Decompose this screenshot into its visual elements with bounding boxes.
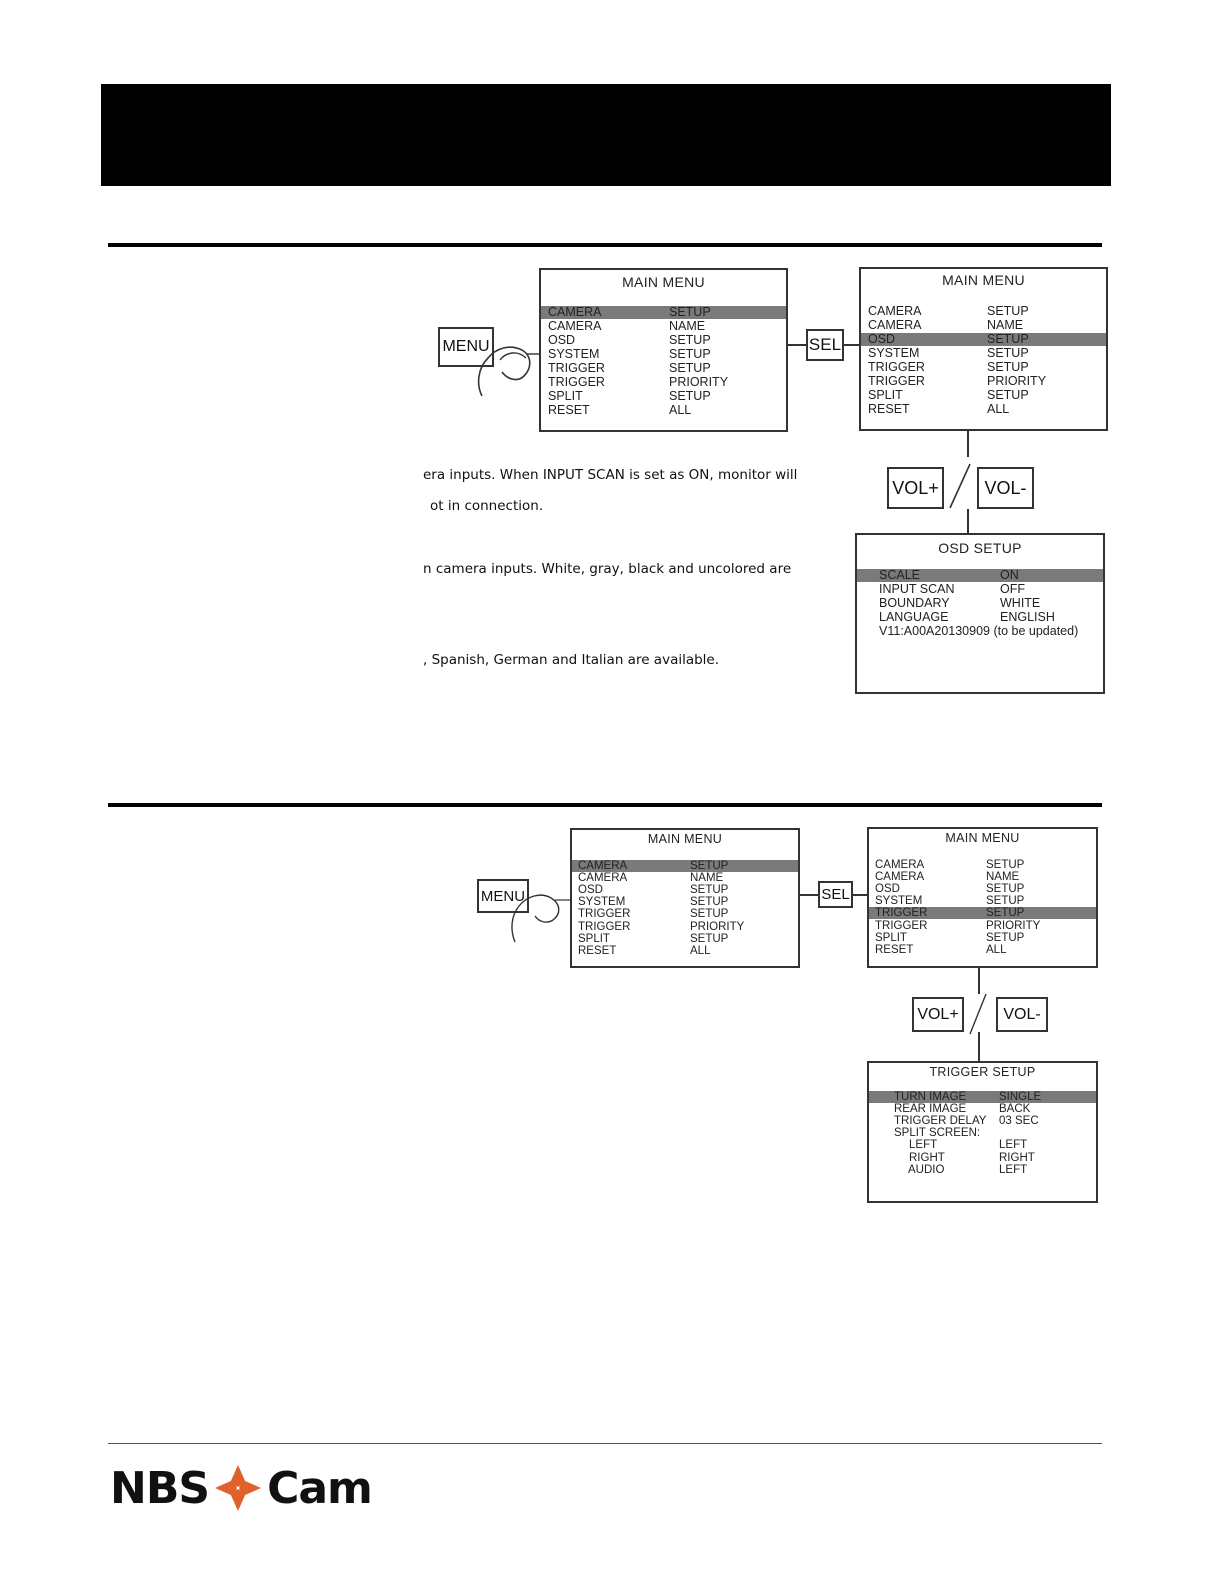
menu-row-label: SPLIT [868, 388, 903, 402]
main-menu-panel-left [539, 268, 788, 432]
menu-row-label: RESET [578, 944, 617, 957]
menu-row[interactable] [869, 1115, 1096, 1127]
menu-row-value: NAME [690, 872, 724, 885]
vol-plus-button[interactable]: VOL+ [912, 997, 964, 1032]
menu-row-value: SETUP [987, 304, 1029, 318]
menu-row-value: NAME [987, 318, 1024, 332]
connector [853, 894, 868, 896]
menu-row[interactable] [541, 362, 786, 375]
menu-row-value: 03 SEC [999, 1115, 1039, 1128]
menu-row-value: ALL [987, 402, 1010, 416]
menu-row-label: SCALE [879, 568, 920, 582]
menu-row[interactable] [572, 933, 798, 945]
menu-row[interactable] [541, 404, 786, 417]
menu-row-value: SETUP [987, 346, 1029, 360]
menu-row-value: SETUP [986, 859, 1025, 871]
menu-title: MAIN MENU [945, 831, 1020, 845]
menu-row[interactable] [857, 583, 1103, 596]
menu-row-value: SETUP [986, 895, 1025, 908]
version-text: V11:A00A20130909 (to be updated) [879, 624, 1079, 638]
menu-row-label: CAMERA [868, 304, 922, 318]
menu-row-label: CAMERA [578, 860, 628, 872]
menu-row-label: SYSTEM [875, 895, 923, 908]
main-menu-panel-right [867, 827, 1098, 968]
menu-row-value: WHITE [1000, 596, 1041, 610]
menu-title: MAIN MENU [942, 272, 1025, 288]
menu-row[interactable] [572, 908, 798, 920]
menu-row-label: RESET [875, 943, 914, 956]
menu-row-value: PRIORITY [690, 920, 745, 933]
menu-row-label: LEFT [909, 1139, 938, 1152]
menu-row[interactable] [869, 1091, 1096, 1103]
connector [967, 431, 969, 457]
menu-row-label: RIGHT [909, 1151, 945, 1164]
menu-row-value: SETUP [669, 361, 711, 375]
logo-text-left: NBS [110, 1462, 210, 1514]
menu-row-value: LEFT [999, 1139, 1028, 1152]
menu-row-value: SETUP [690, 860, 729, 872]
menu-row[interactable] [861, 403, 1106, 416]
menu-row-value: PRIORITY [669, 375, 729, 389]
menu-row[interactable] [869, 944, 1096, 956]
connector [978, 968, 980, 994]
menu-row[interactable] [861, 347, 1106, 360]
slash-separator [946, 462, 974, 510]
menu-row[interactable] [541, 306, 786, 319]
menu-row-label: SPLIT [875, 931, 907, 944]
menu-row[interactable] [541, 334, 786, 347]
vol-minus-button[interactable]: VOL- [996, 997, 1048, 1032]
menu-row[interactable] [572, 945, 798, 957]
logo-diamond-icon [213, 1463, 263, 1513]
menu-row-value: SETUP [669, 389, 711, 403]
menu-row[interactable] [869, 859, 1096, 871]
menu-button[interactable]: MENU [477, 879, 529, 913]
menu-row-value: LEFT [999, 1163, 1028, 1176]
menu-row-value: SINGLE [999, 1091, 1042, 1103]
menu-row[interactable] [572, 884, 798, 896]
menu-row-label: LANGUAGE [879, 610, 949, 624]
menu-row[interactable] [572, 860, 798, 872]
menu-row-value: SETUP [690, 884, 729, 897]
footer-rule [108, 1443, 1102, 1444]
finger-press-icon [505, 886, 575, 944]
menu-row-label: SPLIT [578, 932, 610, 945]
menu-row-label: SPLIT SCREEN: [894, 1127, 981, 1140]
menu-row-value: ON [1000, 568, 1019, 582]
header-bar [101, 84, 1111, 186]
menu-row-value: SETUP [987, 332, 1029, 346]
menu-row-label: OSD [578, 884, 603, 897]
trigger-setup-panel [867, 1061, 1098, 1203]
menu-row-label: AUDIO [908, 1163, 945, 1176]
connector [788, 344, 807, 346]
menu-row[interactable] [869, 1127, 1096, 1139]
section-2-rule [108, 803, 1102, 807]
menu-row[interactable] [861, 389, 1106, 402]
text-line: era inputs. When INPUT SCAN is set as ON, monitor will [423, 467, 798, 483]
menu-row-label: SYSTEM [578, 896, 626, 909]
menu-title: MAIN MENU [622, 274, 705, 290]
menu-row[interactable] [857, 597, 1103, 610]
menu-row-label: CAMERA [875, 871, 925, 884]
menu-row-label: SPLIT [548, 389, 583, 403]
menu-row-label: TRIGGER [868, 374, 925, 388]
menu-row[interactable] [869, 1139, 1096, 1151]
menu-row-value: PRIORITY [986, 919, 1041, 932]
menu-row-label: RESET [868, 402, 910, 416]
menu-row-label: OSD [875, 883, 900, 896]
menu-row-label: SYSTEM [868, 346, 920, 360]
menu-row-label: OSD [868, 332, 896, 346]
menu-row-label: CAMERA [868, 318, 922, 332]
menu-row-value: SETUP [690, 896, 729, 909]
sel-button[interactable]: SEL [806, 329, 844, 361]
menu-row[interactable] [869, 1103, 1096, 1115]
osd-setup-panel [855, 533, 1105, 694]
menu-row-label: TRIGGER DELAY [894, 1115, 987, 1128]
menu-row[interactable] [541, 320, 786, 333]
menu-row[interactable] [861, 361, 1106, 374]
vol-minus-button[interactable]: VOL- [977, 467, 1034, 509]
menu-row-label: INPUT SCAN [879, 582, 955, 596]
menu-row[interactable] [861, 375, 1106, 388]
menu-row[interactable] [541, 348, 786, 361]
finger-press-icon [470, 338, 540, 398]
menu-row-value: BACK [999, 1103, 1031, 1116]
logo-text-right: Cam [267, 1462, 372, 1514]
menu-row[interactable] [861, 319, 1106, 332]
menu-row[interactable] [861, 333, 1106, 346]
menu-row[interactable] [869, 932, 1096, 944]
connector [978, 1032, 980, 1061]
menu-row-label: CAMERA [548, 305, 602, 319]
menu-row[interactable] [869, 907, 1096, 919]
menu-row-label: CAMERA [548, 319, 602, 333]
sel-button[interactable]: SEL [818, 881, 853, 908]
menu-row[interactable] [541, 390, 786, 403]
menu-row-label: CAMERA [875, 859, 925, 871]
menu-row[interactable] [861, 305, 1106, 318]
menu-row[interactable] [857, 611, 1103, 624]
vol-plus-button[interactable]: VOL+ [887, 467, 944, 509]
menu-row[interactable] [869, 871, 1096, 883]
text-line: , Spanish, German and Italian are available. [423, 652, 720, 668]
menu-row-value: SETUP [986, 883, 1025, 896]
menu-row-value: NAME [986, 871, 1020, 884]
menu-row-label: RESET [548, 403, 590, 417]
menu-row-value: ALL [690, 944, 711, 957]
menu-row[interactable] [869, 1164, 1096, 1176]
menu-row-label: TRIGGER [868, 360, 925, 374]
menu-title: OSD SETUP [938, 540, 1022, 556]
menu-row-value: SETUP [987, 360, 1029, 374]
menu-row-label: OSD [548, 333, 576, 347]
menu-row-label: TRIGGER [875, 919, 928, 932]
text-line: n camera inputs. White, gray, black and uncolored are [423, 561, 792, 577]
connector [967, 509, 969, 533]
menu-row-label: TRIGGER [548, 361, 605, 375]
connector [800, 894, 819, 896]
menu-row-value: PRIORITY [987, 374, 1047, 388]
menu-row-label: TRIGGER [548, 375, 605, 389]
menu-row[interactable] [869, 895, 1096, 907]
menu-row-value: SETUP [690, 932, 729, 945]
menu-row-value: SETUP [669, 305, 711, 319]
menu-row-value: SETUP [669, 347, 711, 361]
menu-row-label: CAMERA [578, 872, 628, 885]
version-row [857, 625, 1103, 638]
menu-row[interactable] [572, 896, 798, 908]
menu-title: TRIGGER SETUP [929, 1065, 1036, 1079]
menu-row-value: ALL [986, 943, 1007, 956]
menu-row[interactable] [869, 1152, 1096, 1164]
menu-row[interactable] [869, 920, 1096, 932]
connector [844, 344, 860, 346]
menu-row-value: SETUP [669, 333, 711, 347]
menu-row[interactable] [572, 872, 798, 884]
nbscam-logo [110, 1462, 372, 1514]
slash-separator [966, 992, 990, 1036]
menu-row-label: TRIGGER [578, 908, 631, 921]
text-line: ot in connection. [430, 498, 544, 514]
menu-row-value: OFF [1000, 582, 1025, 596]
menu-row-value: RIGHT [999, 1151, 1035, 1164]
menu-title: MAIN MENU [647, 832, 723, 846]
menu-row-value: SETUP [987, 388, 1029, 402]
menu-row-value: SETUP [690, 908, 729, 921]
menu-row-label: SYSTEM [548, 347, 600, 361]
menu-row[interactable] [857, 569, 1103, 582]
menu-row-value: SETUP [986, 931, 1025, 944]
menu-button[interactable]: MENU [438, 327, 494, 367]
menu-row[interactable] [541, 376, 786, 389]
main-menu-panel-right [859, 267, 1108, 431]
menu-row-label: TRIGGER [875, 907, 928, 920]
main-menu-panel-left [570, 828, 800, 968]
menu-row[interactable] [572, 921, 798, 933]
menu-row[interactable] [869, 883, 1096, 895]
menu-row-value: SETUP [986, 907, 1025, 920]
menu-row-value: NAME [669, 319, 706, 333]
menu-row-label: BOUNDARY [879, 596, 950, 610]
section-1-rule [108, 243, 1102, 247]
menu-row-label: REAR IMAGE [894, 1103, 967, 1116]
menu-row-label: TRIGGER [578, 920, 631, 933]
menu-row-label: TURN IMAGE [894, 1091, 967, 1103]
menu-row-value: ENGLISH [1000, 610, 1055, 624]
menu-row-value: ALL [669, 403, 692, 417]
